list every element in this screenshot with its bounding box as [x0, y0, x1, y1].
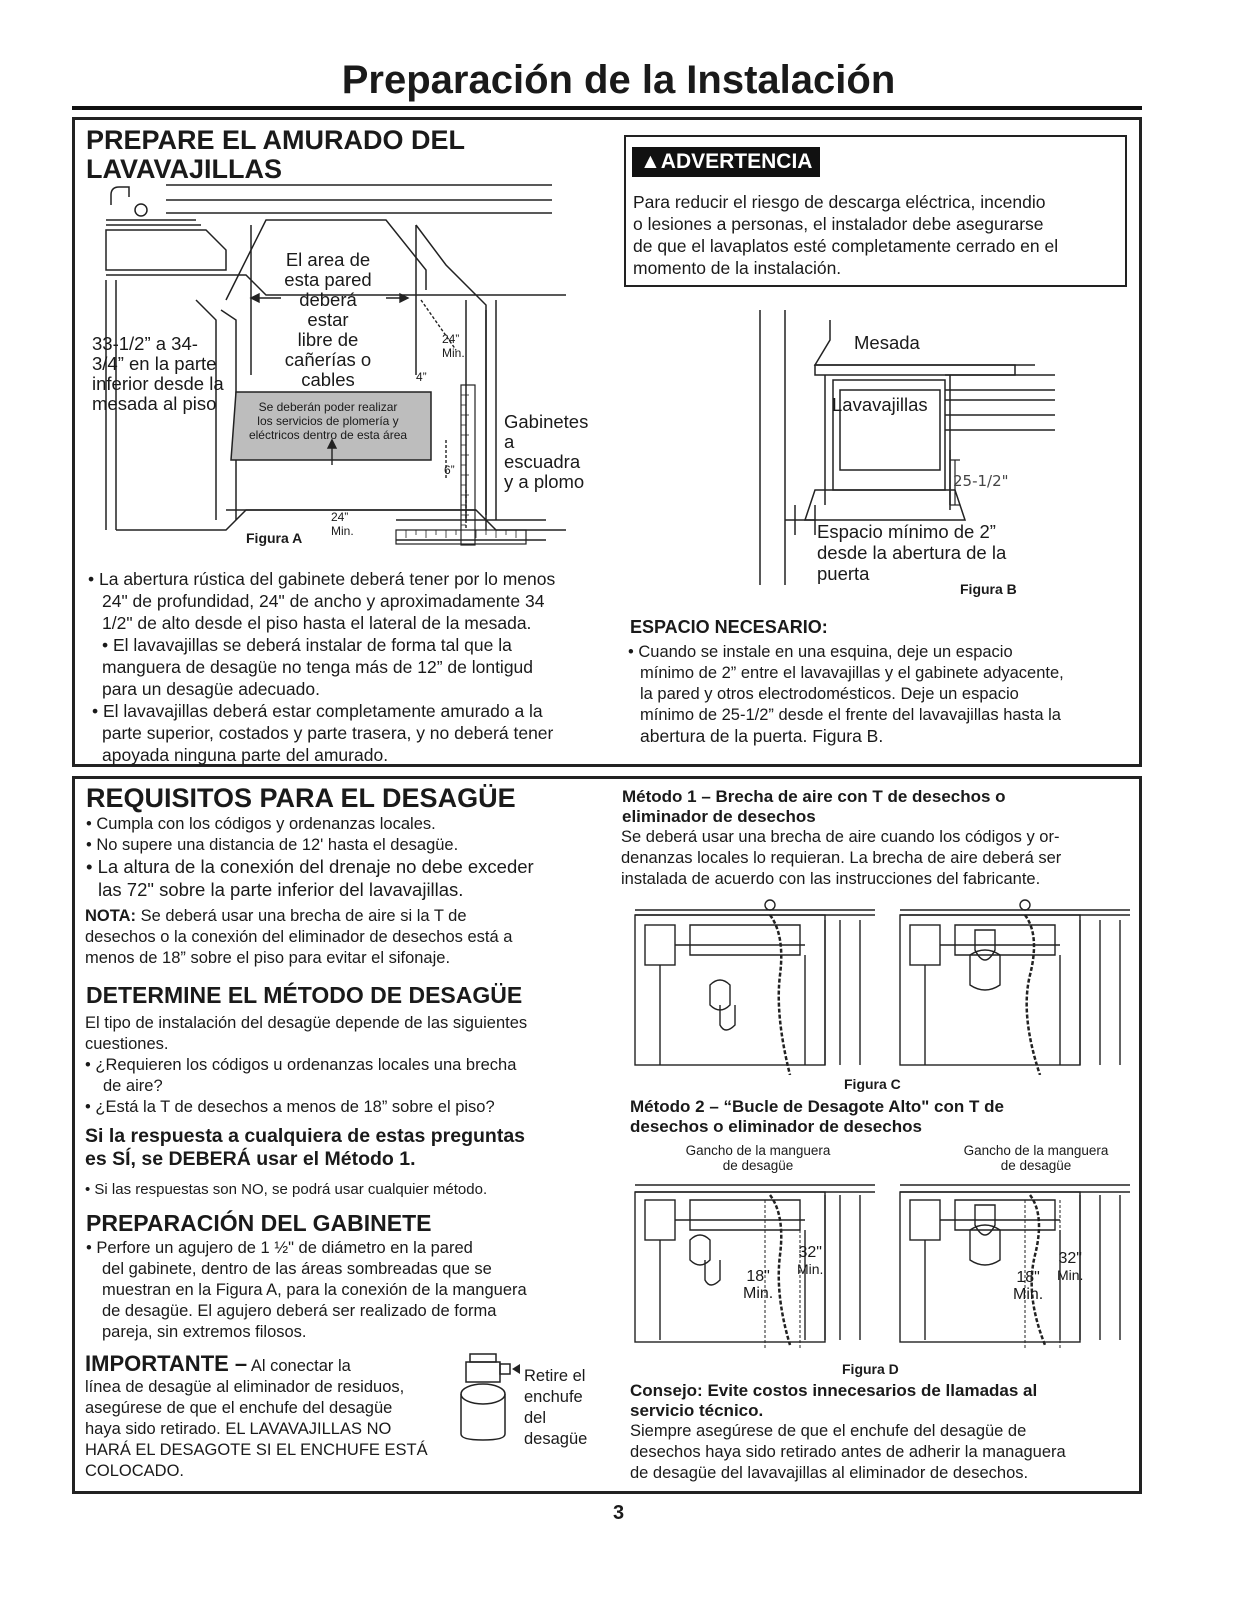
section1-heading: PREPARE EL AMURADO DEL LAVAVAJILLAS [86, 125, 466, 184]
framing-bullets: • La abertura rústica del gabinete deberá tener por lo menos 24" de profundidad, 24" de ancho y aproximadamente 34 1/2" de alto desde el piso hasta el lateral de la mesada. • El lavavajillas se deberá instalar de forma tal que la manguera de desagüe no tenga más de 12” de lontigud para un desagüe adecuado. • El lavavajillas deberá estar completamente amurado a la parte superior, costados y parte trasera, y no deberá tener apoyada ninguna parte del amurado. [88, 569, 556, 765]
figure-d-dim32-left: 32" Min. [797, 1244, 824, 1277]
figure-b-caption: Figura B [960, 581, 1017, 597]
method1-required-note: Si la respuesta a cualquiera de estas preguntas es SÍ, se DEBERÁ usar el Método 1. [85, 1125, 526, 1170]
page-title: Preparación de la Instalación [341, 58, 896, 102]
figure-a-width-label: 24” Min. [331, 510, 354, 538]
gabinete-text: • Perfore un agujero de 1 ½" de diámetro en la pared del gabinete, dentro de las áreas sombreadas que se muestran en la Figura A, para la conexión de la manguera de desagüe. El agujero deberá ser realizado de forma pareja, sin extremos filosos. [86, 1239, 527, 1341]
drain-requirements: • Cumpla con los códigos y ordenanzas locales. • No supere una distancia de 12' hasta el desagüe. • La altura de la conexión del drenaje no debe exceder las 72" sobre la parte inferior del lavavajillas. [86, 815, 534, 900]
figure-c-diagram [630, 895, 1130, 1075]
figure-d-diagram [630, 1170, 1130, 1360]
figure-a-caption: Figura A [246, 530, 303, 546]
nota-text: NOTA: Se deberá usar una brecha de aire si la T de desechos o la conexión del eliminador de desechos está a menos de 18” sobre el piso para evitar el sifonaje. [85, 907, 513, 967]
determine-text: El tipo de instalación del desagüe depende de las siguientes cuestiones. • ¿Requieren los códigos u ordenanzas locales una brecha de aire? • ¿Está la T de desechos a menos de 18” sobre el piso? [85, 1014, 528, 1116]
figure-d-dim18-right: 18" Min. [1013, 1269, 1044, 1303]
figure-a-height-label: 33-1/2” a 34- 3/4” en la parte inferior desde la mesada al piso [92, 333, 224, 414]
method1-text: Se deberá usar una brecha de aire cuando los códigos y or- denanzas locales lo requieran. La brecha de aire deberá ser instalada de acuerdo con las instrucciones del fabricante. [621, 828, 1062, 888]
figure-b-dim: 25-1/2" [953, 472, 1009, 490]
warning-triangle-icon: ▲ [640, 150, 661, 173]
figure-d-dim32-right: 32" Min. [1057, 1250, 1084, 1283]
plug-label: Retire el enchufe del desagüe [524, 1367, 588, 1448]
figure-a-area-label: El area de esta pared deberá estar libre de cañerías o cables [284, 249, 372, 390]
figure-a-dim-6: 6” [444, 463, 455, 477]
espacio-heading: ESPACIO NECESARIO: [630, 617, 828, 637]
consejo-text: Siempre asegúrese de que el enchufe del desagüe de desechos haya sido retirado antes de adherir la managuera de desagüe del lavavajillas al eliminador de desechos. [630, 1422, 1066, 1482]
page-number: 3 [612, 1502, 625, 1524]
determine-heading: DETERMINE EL MÉTODO DE DESAGÜE [86, 982, 523, 1008]
warning-line: de que el lavaplatos esté completamente cerrado en el [633, 236, 1059, 256]
figure-d-hook-label-left: Gancho de la manguera de desagüe [685, 1143, 831, 1173]
figure-a-cabinets-label: Gabinetes a escuadra y a plomo [504, 411, 589, 492]
espacio-text: • Cuando se instale en una esquina, deje un espacio mínimo de 2” entre el lavavajillas y el gabinete adyacente, la pared y otros electrodomésticos. Deje un espacio mínimo de 25-1/2” desde el frente del lavavajillas hasta la abertura de la puerta. Figura B. [628, 643, 1064, 746]
figure-d-hook-label-right: Gancho de la manguera de desagüe [963, 1143, 1109, 1173]
figure-a-depth-label: 24” Min. [442, 332, 465, 360]
figure-a-service-label: Se deberán poder realizar los servicios de plomería y eléctricos dentro de esta área [248, 400, 408, 442]
figure-b-mesada: Mesada [854, 332, 920, 353]
importante-text: IMPORTANTE – Al conectar la línea de desagüe al eliminador de residuos, asegúrese de que el enchufe del desagüe haya sido retirado. EL LAVAVAJILLAS NO HARÁ EL DESAGOTE SI EL ENCHUFE ESTÁ COLOCADO. [85, 1351, 428, 1480]
method1-title: Método 1 – Brecha de aire con T de desechos o eliminador de desechos [622, 787, 1006, 826]
gabinete-heading: PREPARACIÓN DEL GABINETE [86, 1210, 432, 1236]
figure-d-caption: Figura D [842, 1361, 899, 1377]
any-method-note: • Si las respuestas son NO, se podrá usar cualquier método. [85, 1181, 488, 1198]
consejo-title: Consejo: Evite costos innecesarios de llamadas al servicio técnico. [630, 1381, 1038, 1420]
disposer-icon [452, 1352, 522, 1442]
warning-line: Para reducir el riesgo de descarga eléctrica, incendio [633, 192, 1046, 212]
warning-line: momento de la instalación. [633, 258, 842, 278]
figure-d-dim18-left: 18" Min. [743, 1268, 774, 1302]
figure-b-lavavajillas: Lavavajillas [832, 394, 928, 415]
method2-title: Método 2 – “Bucle de Desagote Alto" con T de desechos o eliminador de desechos [630, 1097, 1004, 1136]
warning-box [624, 135, 1127, 287]
warning-header: ▲ADVERTENCIA [632, 147, 820, 177]
warning-line: o lesiones a personas, el instalador debe asegurarse [633, 214, 1044, 234]
figure-c-caption: Figura C [844, 1076, 901, 1092]
figure-b-space-label: Espacio mínimo de 2” desde la abertura de la puerta [817, 521, 1007, 584]
title-rule [72, 106, 1142, 110]
drain-heading: REQUISITOS PARA EL DESAGÜE [86, 783, 516, 813]
figure-a-dim-4: 4” [416, 370, 427, 384]
